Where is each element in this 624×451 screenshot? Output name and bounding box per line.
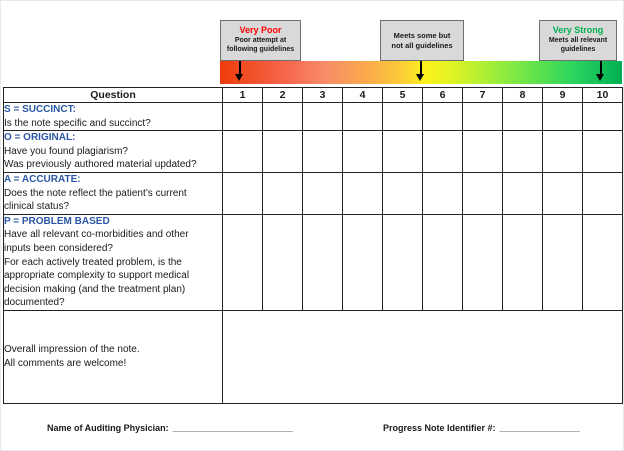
question-line: appropriate complexity to support medical — [4, 270, 190, 282]
score-cell[interactable] — [223, 103, 263, 131]
score-cell[interactable] — [383, 172, 423, 214]
physician-name-blank[interactable]: ________________________ — [172, 423, 293, 433]
score-cell[interactable] — [463, 103, 503, 131]
score-cell[interactable] — [383, 131, 423, 173]
score-cell[interactable] — [343, 172, 383, 214]
score-cell[interactable] — [543, 172, 583, 214]
rating-title-very-strong: Very Strong — [552, 25, 604, 35]
note-identifier-label: Progress Note Identifier #: — [383, 423, 496, 433]
score-cell[interactable] — [263, 103, 303, 131]
score-cell[interactable] — [303, 131, 343, 173]
question-cell-original — [4, 131, 223, 173]
audit-table — [3, 87, 623, 404]
question-cell-succinct — [4, 103, 223, 131]
question-line: Is the note specific and succinct? — [4, 117, 151, 129]
question-heading: P = PROBLEM BASED — [4, 215, 110, 227]
score-cell[interactable] — [503, 131, 543, 173]
rating-title-very-poor: Very Poor — [239, 25, 282, 35]
scale-arrow-mid-icon — [416, 61, 425, 81]
score-cell[interactable] — [503, 103, 543, 131]
score-cell[interactable] — [223, 214, 263, 310]
question-line: Have all relevant co-morbidities and other — [4, 229, 189, 241]
score-cell[interactable] — [583, 172, 623, 214]
score-cell[interactable] — [343, 103, 383, 131]
score-cell[interactable] — [543, 214, 583, 310]
score-cell[interactable] — [263, 172, 303, 214]
score-cell[interactable] — [503, 214, 543, 310]
score-cell[interactable] — [543, 131, 583, 173]
score-cell[interactable] — [383, 214, 423, 310]
rating-subtext: guidelines — [560, 46, 596, 53]
question-line: Have you found plagiarism? — [4, 145, 128, 157]
score-cell[interactable] — [343, 214, 383, 310]
note-identifier-row — [383, 423, 580, 433]
overall-impression-cell — [4, 310, 223, 403]
question-cell-problem-based — [4, 214, 223, 310]
rating-label-very-poor — [220, 20, 301, 61]
physician-name-label: Name of Auditing Physician: — [47, 423, 169, 433]
score-column-header: 7 — [463, 88, 503, 103]
table-row-problem-based — [4, 214, 623, 310]
score-cell[interactable] — [503, 172, 543, 214]
score-column-header: 10 — [583, 88, 623, 103]
score-cell[interactable] — [303, 103, 343, 131]
rating-subtext: not all guidelines — [391, 41, 453, 50]
score-cell[interactable] — [583, 103, 623, 131]
question-line: clinical status? — [4, 201, 70, 213]
table-row-accurate — [4, 172, 623, 214]
question-line: inputs been considered? — [4, 242, 113, 254]
score-cell[interactable] — [263, 214, 303, 310]
score-column-header: 8 — [503, 88, 543, 103]
question-line: documented? — [4, 297, 65, 309]
scale-arrow-high-icon — [596, 61, 605, 81]
score-cell[interactable] — [463, 131, 503, 173]
score-column-header: 1 — [223, 88, 263, 103]
score-cell[interactable] — [383, 103, 423, 131]
question-line: Does the note reflect the patient’s current — [4, 187, 187, 199]
score-cell[interactable] — [223, 131, 263, 173]
question-column-header: Question — [4, 88, 223, 103]
score-cell[interactable] — [543, 103, 583, 131]
score-cell[interactable] — [303, 214, 343, 310]
score-column-header: 9 — [543, 88, 583, 103]
score-cell[interactable] — [223, 172, 263, 214]
table-row-overall — [4, 310, 623, 403]
score-cell[interactable] — [583, 214, 623, 310]
rating-subtext: Meets all relevant — [548, 37, 608, 44]
score-cell[interactable] — [463, 172, 503, 214]
score-cell[interactable] — [463, 214, 503, 310]
comments-cell[interactable] — [223, 310, 623, 403]
score-column-header: 6 — [423, 88, 463, 103]
question-line: decision making (and the treatment plan) — [4, 283, 186, 295]
overall-line: Overall impression of the note. — [4, 344, 140, 356]
score-column-header: 4 — [343, 88, 383, 103]
table-header-row — [4, 88, 623, 103]
rating-subtext: Meets some but — [393, 31, 451, 40]
score-column-header: 3 — [303, 88, 343, 103]
physician-name-row — [47, 423, 293, 433]
question-line: Was previously authored material updated? — [4, 159, 197, 171]
overall-line: All comments are welcome! — [4, 357, 127, 369]
score-column-header: 2 — [263, 88, 303, 103]
score-cell[interactable] — [583, 131, 623, 173]
score-cell[interactable] — [423, 214, 463, 310]
score-column-header: 5 — [383, 88, 423, 103]
table-row-original — [4, 131, 623, 173]
table-row-succinct — [4, 103, 623, 131]
scale-arrow-low-icon — [235, 61, 244, 81]
rating-label-meets-some — [380, 20, 464, 61]
score-cell[interactable] — [263, 131, 303, 173]
score-cell[interactable] — [423, 131, 463, 173]
question-line: For each actively treated problem, is the — [4, 256, 182, 268]
note-identifier-blank[interactable]: ________________ — [499, 423, 580, 433]
question-heading: O = ORIGINAL: — [4, 132, 76, 144]
rating-subtext: Poor attempt at — [234, 37, 287, 44]
question-heading: A = ACCURATE: — [4, 173, 81, 185]
score-cell[interactable] — [423, 172, 463, 214]
rating-subtext: following guidelines — [226, 46, 295, 53]
question-cell-accurate — [4, 172, 223, 214]
score-cell[interactable] — [303, 172, 343, 214]
score-cell[interactable] — [343, 131, 383, 173]
question-heading: S = SUCCINCT: — [4, 104, 76, 115]
score-cell[interactable] — [423, 103, 463, 131]
rating-label-very-strong — [539, 20, 617, 61]
